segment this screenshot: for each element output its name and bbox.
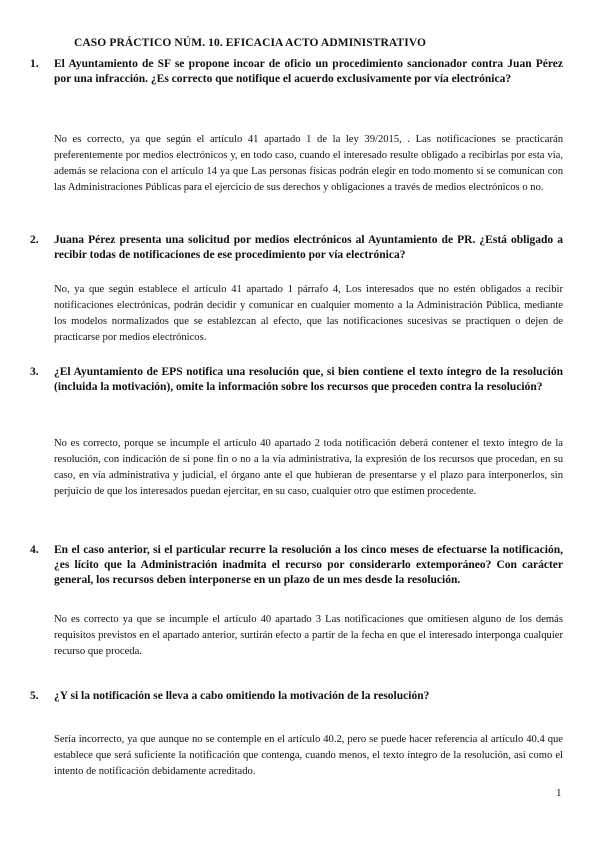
question-text: El Ayuntamiento de SF se propone incoar de oficio un procedimiento sancionador contra Juan Pérez por una infracción. ¿Es correcto que notifique el acuerdo exclusivamente por vía electrónica? — [54, 58, 563, 85]
question-text: Juana Pérez presenta una solicitud por medios electrónicos al Ayuntamiento de PR. ¿Está obligado a recibir todas de notificaciones de ese procedimiento por vía electrónica? — [54, 234, 563, 261]
question-text: En el caso anterior, si el particular recurre la resolución a los cinco meses de efectuarse la notificación, ¿es lícito que la Administración inadmita el recurso por considerarlo extemporáneo? Con carácter general, los recursos deben interponerse en un plazo de un mes desde la resolución. — [54, 544, 563, 586]
document-title: CASO PRÁCTICO NÚM. 10. EFICACIA ACTO ADMINISTRATIVO — [74, 37, 427, 49]
question-number: 1. — [30, 58, 39, 70]
page-number: 1 — [556, 787, 562, 799]
answer-3: No es correcto, porque se incumple el artículo 40 apartado 2 toda notificación deberá contener el texto íntegro de la resolución, con indicación de si pone fin o no a la vía administrativa, la expresión de los recursos que procedan, en su caso, en vía administrativa y judicial, el órgano ante el que hubieran de presentarse y el plazo para interponerlos, sin perjuicio de que los interesados puedan ejercitar, en su caso, cualquier otro que estimen procedente. — [54, 438, 563, 497]
question-4 — [30, 543, 563, 588]
question-number: 3. — [30, 366, 39, 378]
answer-2: No, ya que según establece el artículo 41 apartado 1 párrafo 4, Los interesados que no estén obligados a recibir notificaciones electrónicas, podrán decidir y comunicar en cualquier momento a la Administración Pública, mediante los modelos normalizados que se establezcan al efecto, que las notificaciones sucesivas se practiquen o dejen de practicarse por medios electrónicos. — [54, 284, 563, 343]
question-number: 2. — [30, 234, 39, 246]
question-5 — [30, 689, 563, 704]
answer-4: No es correcto ya que se incumple el artículo 40 apartado 3 Las notificaciones que omitiesen alguno de los demás requisitos previstos en el apartado anterior, surtirán efecto a partir de la fecha en que el interesado interponga cualquier recurso que proceda. — [54, 614, 563, 657]
answer-5: Sería incorrecto, ya que aunque no se contemple en el artículo 40.2, pero se puede hacer referencia al artículo 40.4 que establece que será suficiente la notificación que contenga, cuando menos, el texto íntegro de la resolución, así como el intento de notificación debidamente acreditado. — [54, 734, 563, 777]
question-number: 4. — [30, 544, 39, 556]
question-1 — [30, 57, 563, 87]
question-number: 5. — [30, 690, 39, 702]
answer-1: No es correcto, ya que según el artículo 41 apartado 1 de la ley 39/2015, . Las notificaciones se practicarán preferentemente por medios electrónicos y, en todo caso, cuando el interesado resulte obligado a recibirlas por esta vía, además se relaciona con el artículo 14 ya que Las personas físicas podrán elegir en todo momento si se comunican con las Administraciones Públicas para el ejercicio de sus derechos y obligaciones a través de medios electrónicos o no. — [54, 134, 563, 193]
question-text: ¿El Ayuntamiento de EPS notifica una resolución que, si bien contiene el texto íntegro de la resolución (incluida la motivación), omite la información sobre los recursos que proceden contra la resolución? — [54, 366, 563, 393]
question-text: ¿Y si la notificación se lleva a cabo omitiendo la motivación de la resolución? — [54, 690, 430, 702]
question-3 — [30, 365, 563, 395]
question-2 — [30, 233, 563, 263]
